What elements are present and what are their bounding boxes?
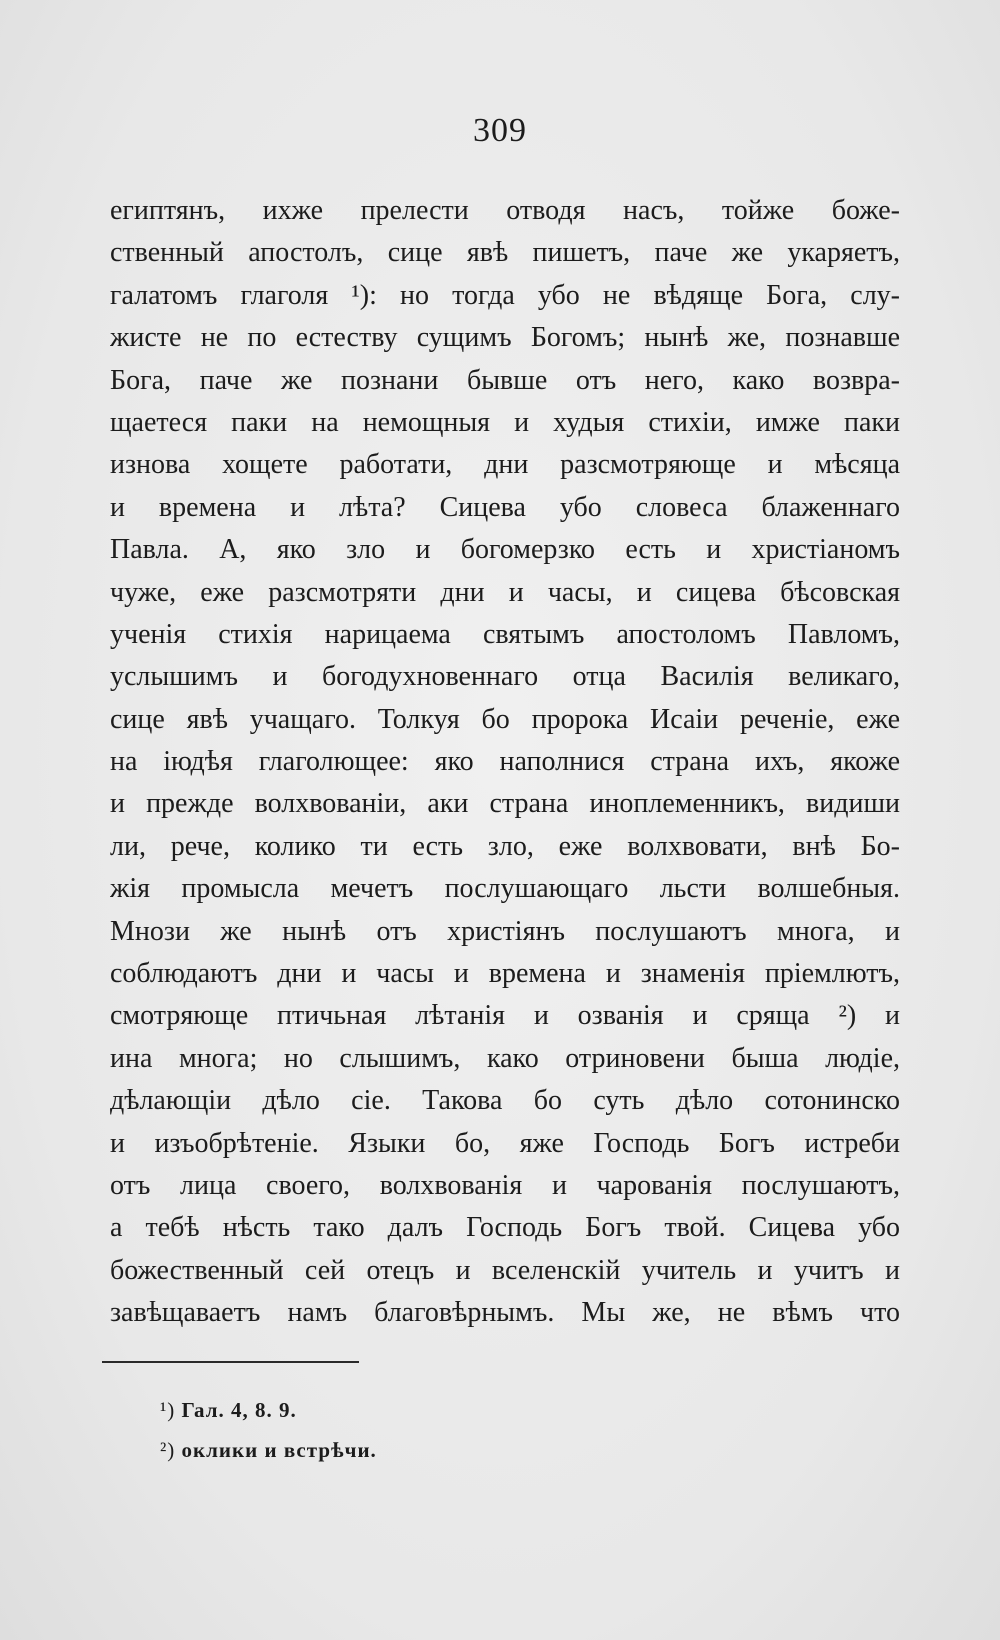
text-line: египтянъ, ихже прелести отводя насъ, тойже боже- bbox=[110, 195, 900, 226]
footnote-divider bbox=[102, 1361, 359, 1363]
text-line: отъ лица своего, волхвованія и чарованія послушаютъ, bbox=[110, 1169, 900, 1201]
text-line: Мнози же нынѣ отъ христіянъ послушаютъ многа, и bbox=[110, 915, 900, 947]
text-line: божественный сей отецъ и вселенскій учитель и учитъ и bbox=[110, 1254, 900, 1286]
footnote-marker: ¹) bbox=[160, 1398, 176, 1422]
text-line: и изъобрѣтеніе. Языки бо, яже Господь Богъ истреби bbox=[110, 1127, 900, 1159]
text-line: и времена и лѣта? Сицева убо словеса блаженнаго bbox=[110, 491, 900, 523]
footnote-marker: ²) bbox=[160, 1438, 176, 1462]
text-line: чуже, еже разсмотряти дни и часы, и сицева бѣсовская bbox=[110, 576, 900, 608]
text-line: сице явѣ учащаго. Толкуя бо пророка Исаіи реченіе, еже bbox=[110, 703, 900, 735]
text-line: Бога, паче же познани бывше отъ него, како возвра- bbox=[110, 364, 900, 396]
main-text bbox=[110, 190, 900, 1335]
text-line: изнова хощете работати, дни разсмотряюще и мѣсяца bbox=[110, 449, 900, 481]
text-line: ли, рече, колико ти есть зло, еже волхвовати, внѣ Бо- bbox=[110, 830, 900, 862]
text-line: щаетеся паки на немощныя и худыя стихіи, имже паки bbox=[110, 406, 900, 438]
footnote-1 bbox=[160, 1390, 760, 1430]
text-line: ученія стихія нарицаема святымъ апостоломъ Павломъ, bbox=[110, 618, 900, 650]
text-line: дѣлающіи дѣло сіе. Такова бо суть дѣло сотонинско bbox=[110, 1085, 900, 1117]
text-line: жія промысла мечетъ послушающаго льсти волшебныя. bbox=[110, 873, 900, 905]
text-line: жисте не по естеству сущимъ Богомъ; нынѣ же, познавше bbox=[110, 322, 900, 354]
text-line: Павла. А, яко зло и богомерзко есть и христіаномъ bbox=[110, 534, 900, 566]
text-line: ина многа; но слышимъ, како отриновени быша людіе, bbox=[110, 1042, 900, 1074]
text-line: завѣщаваетъ намъ благовѣрнымъ. Мы же, не вѣмъ что bbox=[110, 1297, 900, 1329]
text-line: соблюдаютъ дни и часы и времена и знаменія пріемлютъ, bbox=[110, 958, 900, 990]
text-line: а тебѣ нѣсть тако далъ Господь Богъ твой. Сицева убо bbox=[110, 1212, 900, 1244]
footnote-text: Гал. 4, 8. 9. bbox=[181, 1398, 297, 1422]
footnote-text: оклики и встрѣчи. bbox=[181, 1438, 377, 1462]
text-line: смотряюще птичьная лѣтанія и озванія и сряща ²) и bbox=[110, 1000, 900, 1032]
text-line: на іюдѣя глаголющее: яко наполнися страна ихъ, якоже bbox=[110, 746, 900, 778]
text-line: галатомъ глаголя ¹): но тогда убо не вѣдяще Бога, слу- bbox=[110, 279, 900, 311]
text-line: услышимъ и богодухновеннаго отца Василія великаго, bbox=[110, 661, 900, 693]
footnote-2 bbox=[160, 1430, 760, 1470]
footnotes bbox=[160, 1390, 760, 1470]
page-number: 309 bbox=[473, 112, 527, 149]
text-line: и прежде волхвованіи, аки страна иноплеменникъ, видиши bbox=[110, 788, 900, 820]
text-line: ственный апостолъ, сице явѣ пишетъ, паче же укаряетъ, bbox=[110, 237, 900, 269]
